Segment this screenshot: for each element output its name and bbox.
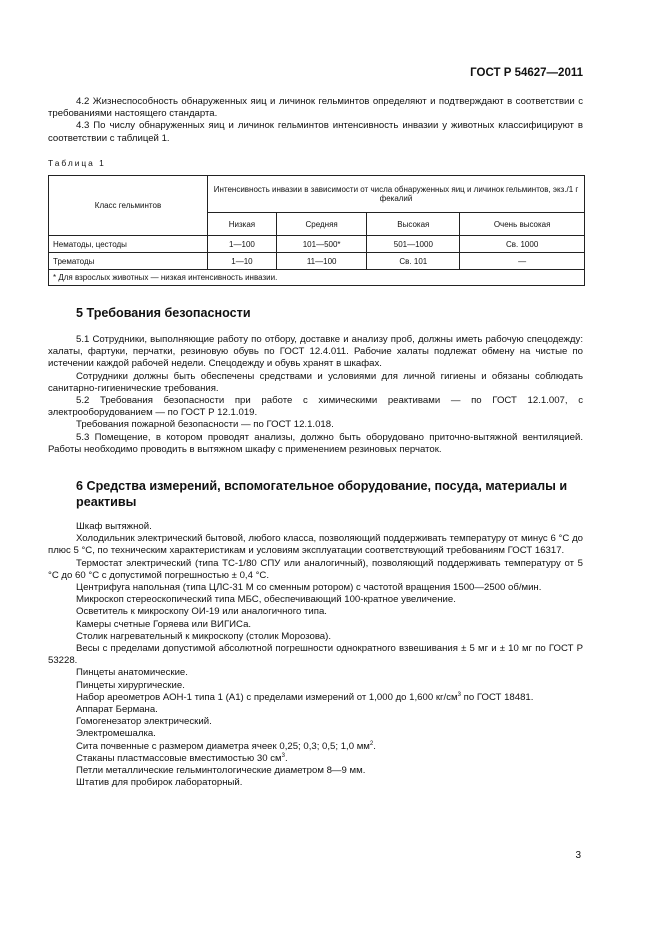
equipment-item: Петли металлические гельминтологические диаметром 8—9 мм. [76, 765, 366, 777]
equipment-item: Весы с пределами допустимой абсолютной погрешности однократного взвешивания ± 5 мг и ± 10 мг по ГОСТ Р 53228. [48, 643, 583, 667]
cups-text: Стаканы пластмассовые вместимостью 30 см [76, 752, 282, 764]
equipment-item: Пинцеты хирургические. [76, 679, 185, 691]
document-header: ГОСТ Р 54627—2011 [470, 67, 583, 79]
equipment-item: Центрифуга напольная (типа ЦЛС-31 М со сменным ротором) с частотой вращения 1500—2500 об/мин. [76, 582, 542, 594]
table-cell-class: Нематоды, цестоды [49, 236, 208, 253]
table-cell: 1—10 [208, 253, 277, 270]
paragraph-5-3: 5.3 Помещение, в котором проводят анализы, должно быть оборудовано приточно-вытяжной вентиляцией. Работы необходимо проводить в вытяжном шкафу с применением резиновых перчаток. [48, 431, 583, 455]
section-4-text [48, 96, 583, 145]
section-5-text [48, 334, 583, 456]
equipment-item: Микроскоп стереоскопический типа МБС, обеспечивающий 100-кратное увеличение. [76, 594, 456, 606]
superscript: 3 [281, 752, 285, 759]
equipment-item: Шкаф вытяжной. [76, 521, 152, 532]
equipment-item-sieves [48, 741, 583, 753]
table-cell-class: Трематоды [49, 253, 208, 270]
paragraph-5-2-b: Требования пожарной безопасности — по ГОСТ 12.1.018. [76, 419, 334, 431]
superscript: 2 [369, 740, 374, 747]
paragraph-5-2: 5.2 Требования безопасности при работе с химическими реактивами — по ГОСТ 12.1.007, с электрооборудованием — по ГОСТ Р 12.1.019. [48, 395, 583, 419]
equipment-item: Холодильник электрический бытовой, любого класса, позволяющий поддерживать температуру от минус 6 °С до плюс 5 °С, по техническим характеристикам и условиям эксплуатации соответствующий требованиям ГОСТ 16317. [48, 533, 583, 557]
table-caption: Таблица 1 [48, 158, 106, 168]
aerometer-standard: по ГОСТ 18481. [463, 691, 534, 703]
paragraph-4-2: 4.2 Жизнеспособность обнаруженных яиц и личинок гельминтов определяют и подтверждают в соответствии с требованиями настоящего стандарта. [48, 96, 583, 120]
equipment-item: Электромешалка. [76, 728, 156, 740]
aerometer-text: Набор ареометров АОН-1 типа 1 (А1) с пределами измерений от 1,000 до 1,600 кг/см [76, 691, 458, 703]
table-cell: 11—100 [276, 253, 366, 270]
equipment-item: Камеры счетные Горяева или ВИГИСа. [76, 618, 252, 630]
table-row [49, 253, 585, 270]
equipment-item-cups [48, 753, 583, 765]
table-header-intensity: Интенсивность инвазии в зависимости от числа обнаруженных яиц и личинок гельминтов, экз./1 г фекалий [208, 176, 585, 213]
table-cell: 101—500* [276, 236, 366, 253]
intensity-table [48, 175, 585, 286]
table-header-level: Высокая [367, 213, 460, 236]
table-cell: 501—1000 [367, 236, 460, 253]
table-header-level: Низкая [208, 213, 277, 236]
equipment-item: Осветитель к микроскопу ОИ-19 или аналогичного типа. [76, 606, 327, 618]
table-cell: — [460, 253, 585, 270]
table-header-level: Очень высокая [460, 213, 585, 236]
superscript: 3 [457, 691, 461, 698]
equipment-item: Штатив для пробирок лабораторный. [76, 777, 243, 789]
paragraph-4-3: 4.3 По числу обнаруженных яиц и личинок гельминтов интенсивность инвазии у животных классифицируют в соответствии с таблицей 1. [48, 120, 583, 144]
equipment-item: Столик нагревательный к микроскопу (столик Морозова). [76, 630, 332, 642]
table-row [49, 236, 585, 253]
section-6-title: 6 Средства измерений, вспомогательное оборудование, посуда, материалы и реактивы [76, 479, 568, 509]
page-number: 3 [575, 850, 581, 861]
equipment-item-aerometer [48, 692, 583, 704]
table-header-class: Класс гельминтов [49, 176, 208, 236]
section-5-title: 5 Требования безопасности [76, 306, 251, 320]
equipment-item: Гомогенезатор электрический. [76, 716, 212, 728]
table-header-level: Средняя [276, 213, 366, 236]
period: . [373, 740, 376, 752]
section-6-text [48, 521, 583, 789]
equipment-item: Аппарат Бермана. [76, 704, 158, 716]
equipment-item: Пинцеты анатомические. [76, 667, 188, 679]
period: . [284, 752, 288, 764]
paragraph-5-1: 5.1 Сотрудники, выполняющие работу по отбору, доставке и анализу проб, должны иметь рабочую спецодежду: халаты, фартуки, перчатки, резиновую обувь по ГОСТ 12.4.011. Рабочие халаты подлежат обмену на чистые по истечении каждой рабочей недели. Спецодежду и обувь хранят в шкафах. [48, 334, 583, 370]
table-footnote: * Для взрослых животных — низкая интенсивность инвазии. [49, 270, 585, 286]
equipment-item: Термостат электрический (типа ТС-1/80 СПУ или аналогичный), позволяющий поддерживать температуру от 5 °С до 60 °С с допустимой погрешностью ± 0,4 °С. [48, 557, 583, 581]
paragraph-5-1-b: Сотрудники должны быть обеспечены средствами и условиями для личной гигиены и обязаны соблюдать санитарно-гигиенические требования. [48, 370, 583, 394]
table-cell: 1—100 [208, 236, 277, 253]
table-cell: Св. 1000 [460, 236, 585, 253]
table-cell: Св. 101 [367, 253, 460, 270]
sieves-text: Сита почвенные с размером диаметра ячеек 0,25; 0,3; 0,5; 1,0 мм [76, 740, 370, 752]
